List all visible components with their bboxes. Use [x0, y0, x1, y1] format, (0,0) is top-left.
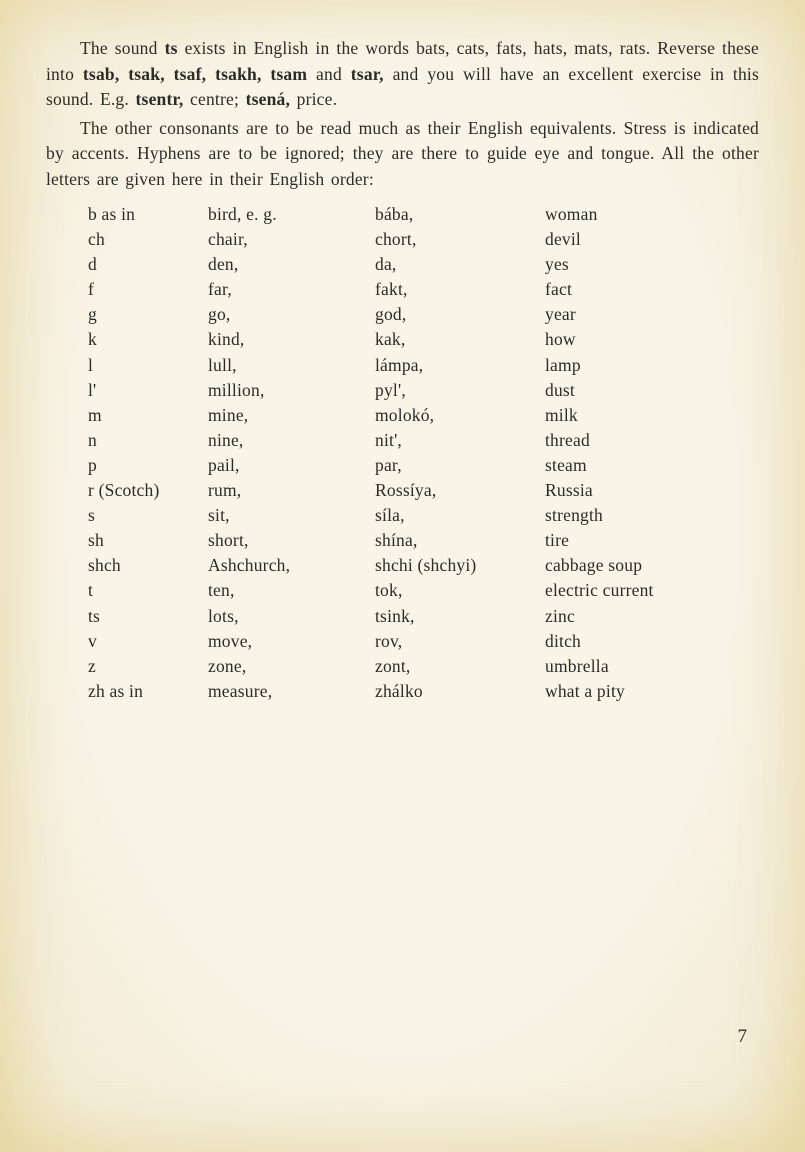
- table-cell: dust: [545, 379, 575, 400]
- paragraph-other-consonants: The other consonants are to be read much as their English equivalents. Stress is indicated by accents. Hyphens are to be ignored; they are there to guide eye and tongue. All the other letters are given here in their English order:: [46, 117, 759, 189]
- table-cell: shchi (shchyi): [375, 555, 477, 576]
- table-cell: shína,: [375, 530, 418, 551]
- table-cell: go,: [208, 304, 231, 325]
- table-cell: z: [88, 655, 96, 676]
- table-cell: how: [545, 329, 576, 350]
- table-cell: short,: [208, 530, 249, 551]
- text-run: and you will have an excellent exercise in this sound. E.g.: [46, 63, 760, 109]
- table-cell: fakt,: [375, 279, 408, 300]
- table-row: [88, 252, 760, 277]
- table-cell: sit,: [208, 505, 230, 526]
- table-cell: mine,: [208, 404, 249, 425]
- table-cell: k: [88, 329, 97, 350]
- table-cell: ts: [88, 605, 101, 626]
- table-cell: woman: [545, 204, 598, 224]
- table-row: [88, 302, 760, 327]
- page-number: 7: [737, 1026, 747, 1047]
- table-cell: god,: [375, 304, 407, 325]
- table-cell: tok,: [375, 580, 403, 601]
- table-row: [88, 227, 760, 252]
- table-row: [88, 604, 760, 629]
- table-cell: r (Scotch): [88, 480, 160, 501]
- table-cell: l: [88, 354, 94, 375]
- table-row: [88, 503, 760, 528]
- text-run: exists in English in the words bats, cats, fats, hats, mats, rats. Reverse these into: [46, 38, 759, 84]
- table-cell: zhálko: [375, 680, 423, 701]
- table-row: [88, 353, 760, 378]
- table-cell: thread: [545, 429, 590, 450]
- table-cell: bába,: [375, 204, 414, 224]
- table-cell: milk: [545, 404, 578, 425]
- table-cell: umbrella: [545, 655, 609, 676]
- table-cell: Russia: [545, 480, 593, 501]
- table-cell: devil: [545, 229, 581, 250]
- table-cell: n: [88, 429, 97, 450]
- table-cell: t: [88, 580, 94, 601]
- text-run: tsar,: [350, 63, 384, 84]
- table-cell: pyl',: [375, 379, 406, 400]
- table-row: [88, 378, 760, 403]
- table-cell: par,: [375, 454, 402, 475]
- table-row: [88, 528, 760, 553]
- table-cell: sh: [88, 530, 104, 551]
- table-row: [88, 629, 760, 654]
- table-row: [88, 578, 760, 603]
- text-run: centre;: [183, 89, 246, 109]
- table-cell: kind,: [208, 329, 245, 350]
- text-run: The sound: [80, 38, 165, 58]
- text-run: price.: [290, 89, 338, 109]
- table-cell: kak,: [375, 329, 406, 350]
- table-cell: strength: [545, 505, 603, 526]
- table-cell: da,: [375, 254, 397, 275]
- table-cell: move,: [208, 630, 253, 651]
- table-row: [88, 478, 760, 503]
- table-cell: ditch: [545, 630, 581, 651]
- text-run: ts: [164, 38, 178, 58]
- table-cell: bird, e. g.: [208, 204, 277, 224]
- table-cell: steam: [545, 454, 587, 475]
- table-cell: fact: [545, 279, 573, 300]
- table-cell: shch: [88, 555, 121, 576]
- table-cell: l': [88, 379, 97, 400]
- text-run: and: [307, 63, 351, 84]
- table-cell: what a pity: [545, 680, 625, 701]
- table-cell: ch: [88, 229, 105, 250]
- table-cell: cabbage soup: [545, 555, 643, 576]
- table-cell: lamp: [545, 354, 581, 375]
- table-row: [88, 428, 760, 453]
- table-cell: molokó,: [375, 404, 435, 425]
- table-cell: Ashchurch,: [208, 555, 291, 576]
- table-row: [88, 202, 760, 227]
- table-cell: lots,: [208, 605, 239, 626]
- table-cell: s: [88, 505, 96, 526]
- table-cell: nine,: [208, 429, 244, 450]
- table-cell: b as in: [88, 204, 136, 224]
- table-cell: ten,: [208, 580, 235, 601]
- paragraph-ts-sound: [46, 36, 759, 113]
- table-cell: f: [88, 279, 95, 300]
- table-row: [88, 453, 760, 478]
- table-cell: year: [545, 304, 576, 325]
- table-cell: zont,: [375, 655, 411, 676]
- table-cell: nit',: [375, 429, 403, 450]
- text-run: tsentr,: [135, 89, 184, 109]
- table-cell: v: [88, 630, 97, 651]
- pronunciation-table-body: [88, 202, 760, 704]
- table-cell: zh as in: [88, 680, 144, 701]
- table-row: [88, 327, 760, 352]
- table-cell: electric current: [545, 580, 654, 601]
- table-cell: chort,: [375, 229, 417, 250]
- table-cell: Rossíya,: [375, 480, 437, 501]
- table-cell: zone,: [208, 655, 247, 676]
- table-cell: chair,: [208, 229, 248, 250]
- table-cell: d: [88, 254, 97, 275]
- table-cell: rum,: [208, 480, 242, 501]
- table-cell: far,: [208, 279, 232, 300]
- text-run: tsab, tsak, tsaf, tsakh, tsam: [82, 63, 308, 84]
- table-cell: tsink,: [375, 605, 415, 626]
- table-cell: den,: [208, 254, 239, 275]
- table-row: [88, 654, 760, 679]
- table-row: [88, 679, 760, 704]
- table-row: [88, 553, 760, 578]
- table-cell: lámpa,: [375, 354, 424, 375]
- table-cell: zinc: [545, 605, 575, 626]
- table-cell: yes: [545, 254, 569, 275]
- table-cell: million,: [208, 379, 265, 400]
- table-cell: measure,: [208, 680, 273, 701]
- text-run: tsená,: [245, 89, 291, 109]
- table-cell: m: [88, 404, 102, 425]
- table-cell: tire: [545, 530, 570, 551]
- table-cell: g: [88, 304, 97, 325]
- pronunciation-table: [88, 202, 760, 704]
- table-row: [88, 403, 760, 428]
- table-cell: p: [88, 454, 97, 475]
- table-row: [88, 277, 760, 302]
- table-cell: síla,: [375, 505, 405, 526]
- table-cell: lull,: [208, 354, 237, 375]
- table-cell: pail,: [208, 454, 240, 475]
- table-cell: rov,: [375, 630, 403, 651]
